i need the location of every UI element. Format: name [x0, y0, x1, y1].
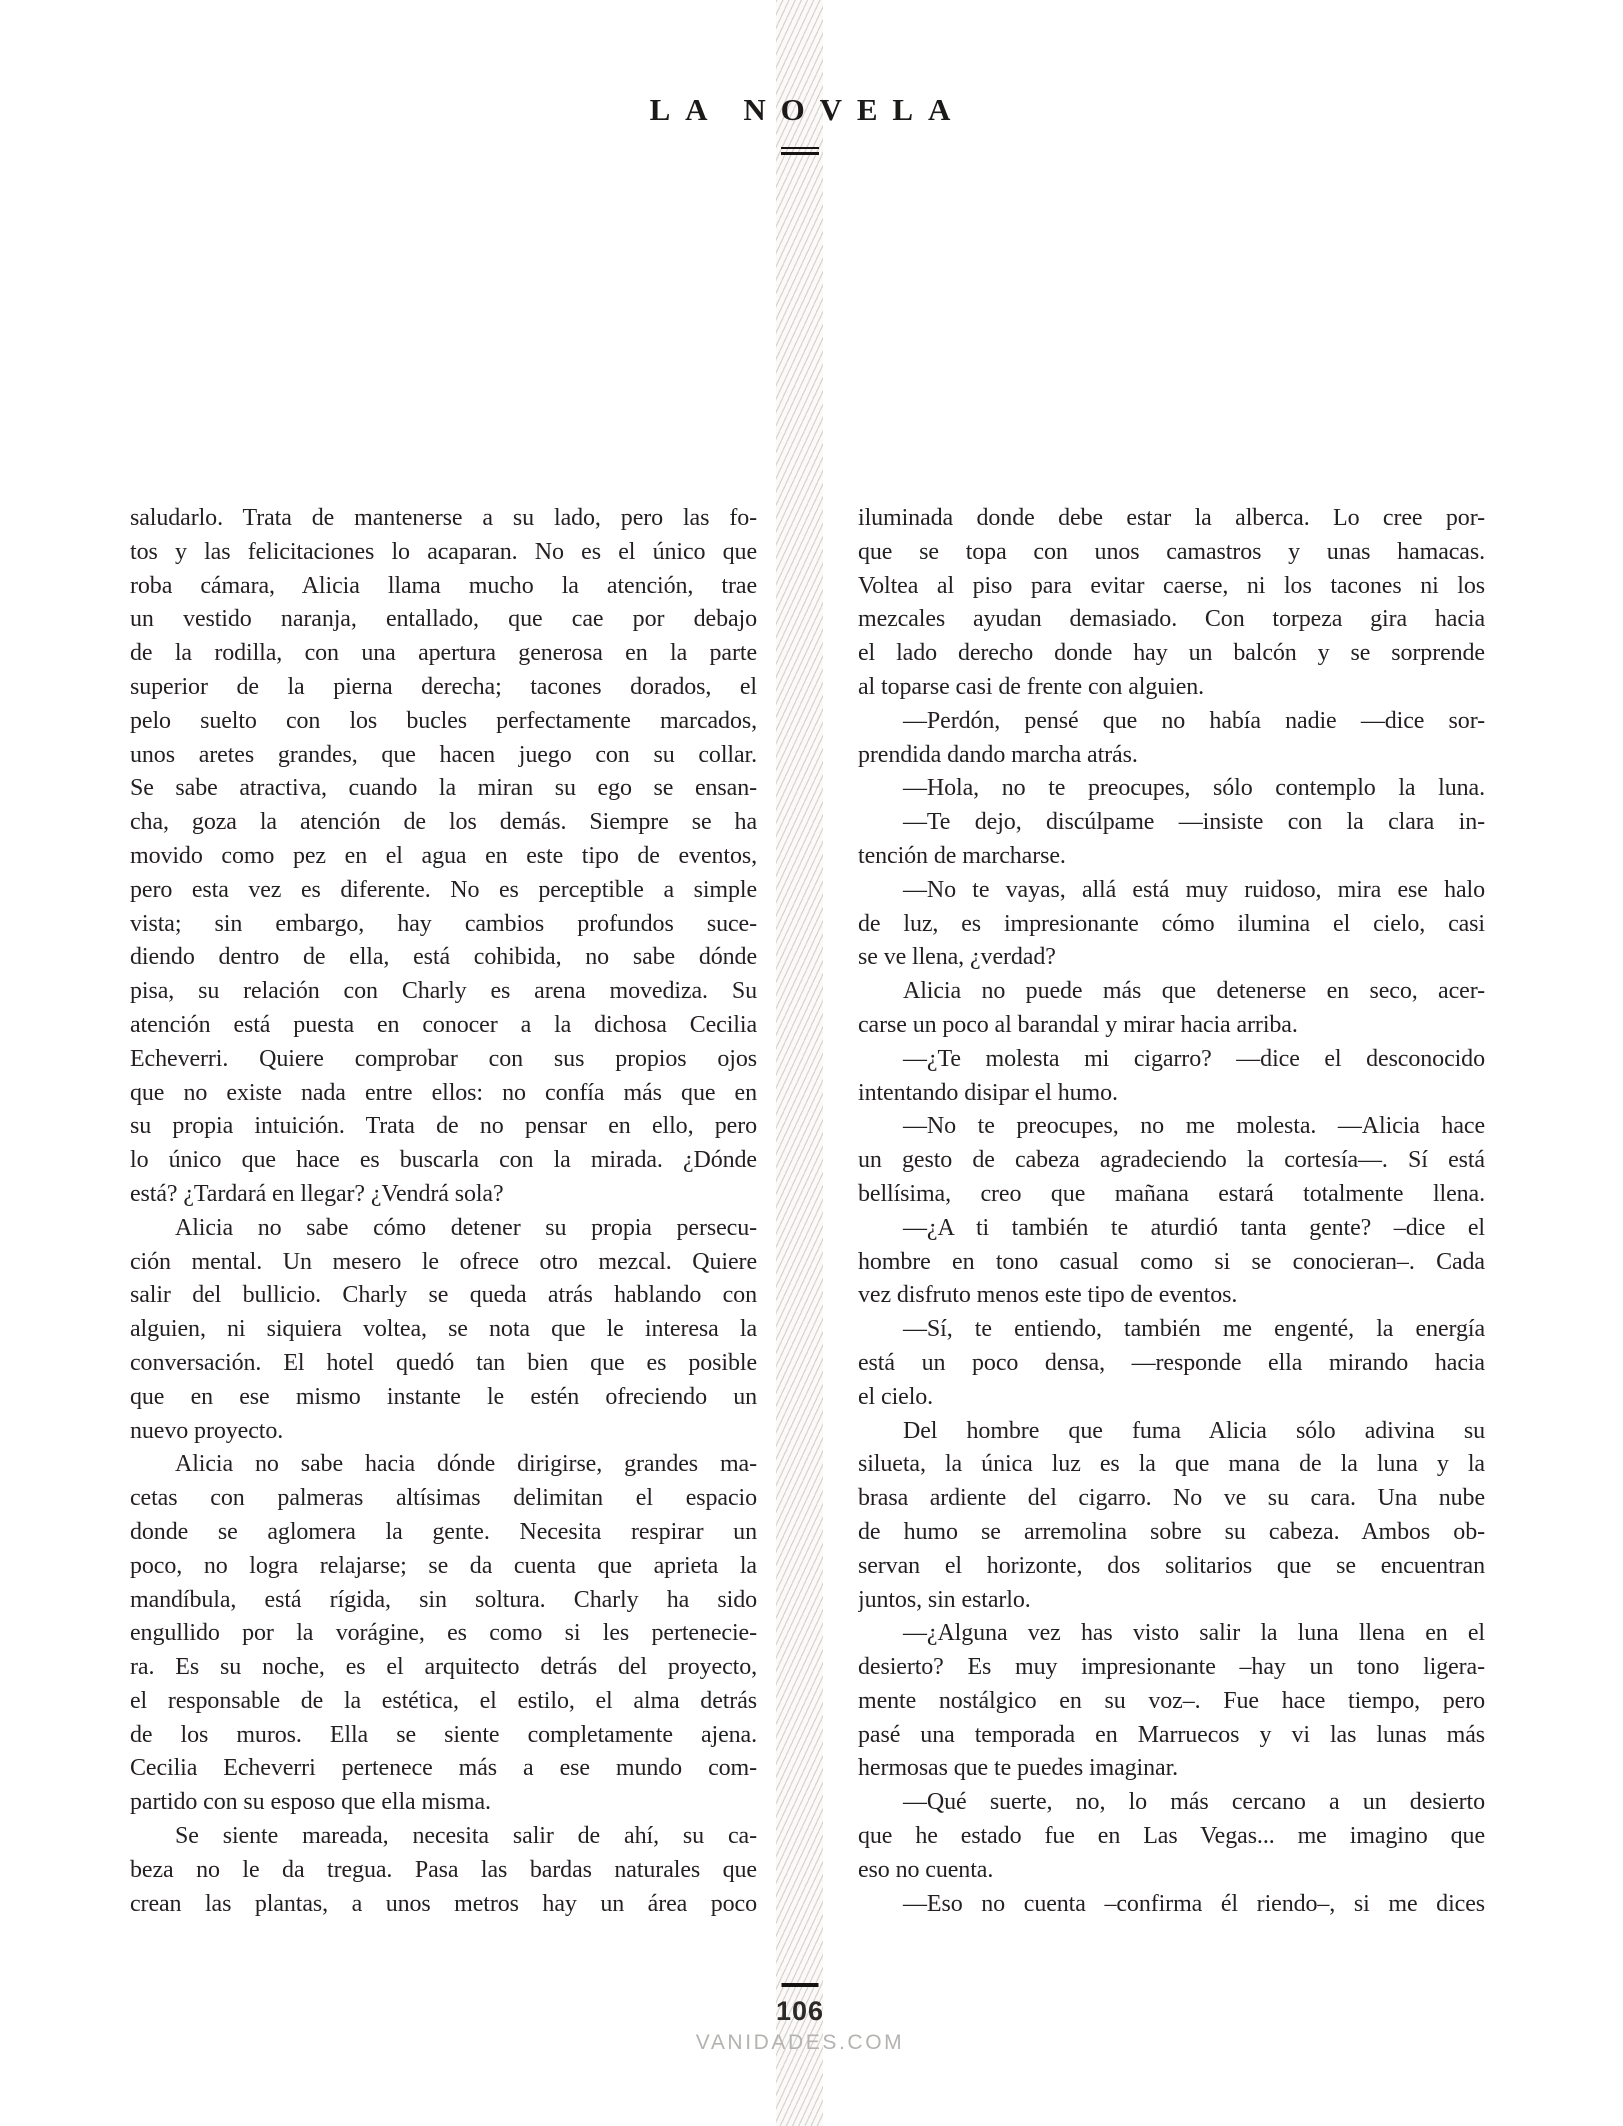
text-line: cha, goza la atención de los demás. Siempre se ha [130, 809, 757, 836]
text-line: —Te dejo, discúlpame —insiste con la clara in- [903, 809, 1485, 836]
text-line: —Sí, te entiendo, también me engenté, la energía [903, 1316, 1485, 1343]
text-line: de la rodilla, con una apertura generosa en la parte [130, 640, 757, 667]
text-line: superior de la pierna derecha; tacones dorados, el [130, 673, 757, 700]
text-line: crean las plantas, a unos metros hay un área poco [130, 1890, 757, 1917]
text-line: Alicia no puede más que detenerse en seco, acer- [903, 978, 1485, 1005]
text-line: pasé una temporada en Marruecos y vi las lunas más [858, 1721, 1485, 1748]
text-line: mente nostálgico en su voz–. Fue hace tiempo, pero [858, 1687, 1485, 1714]
text-line: que se topa con unos camastros y unas hamacas. [858, 538, 1485, 565]
text-line: —¿Te molesta mi cigarro? —dice el desconocido [903, 1045, 1485, 1072]
text-line: —¿A ti también te aturdió tanta gente? –dice el [903, 1214, 1485, 1241]
text-line: Se sabe atractiva, cuando la miran su ego se ensan- [130, 775, 757, 802]
text-line: Cecilia Echeverri pertenece más a ese mundo com- [130, 1755, 757, 1782]
text-line: —No te preocupes, no me molesta. —Alicia hace [903, 1113, 1485, 1140]
text-line: Echeverri. Quiere comprobar con sus propios ojos [130, 1045, 757, 1072]
text-line: carse un poco al barandal y mirar hacia arriba. [858, 1011, 1298, 1038]
text-line: Voltea al piso para evitar caerse, ni los tacones ni los [858, 572, 1485, 599]
text-line: beza no le da tregua. Pasa las bardas naturales que [130, 1856, 757, 1883]
text-line: de los muros. Ella se siente completamente ajena. [130, 1721, 757, 1748]
text-line: alguien, ni siquiera voltea, se nota que le interesa la [130, 1316, 757, 1343]
text-line: Alicia no sabe cómo detener su propia persecu- [175, 1214, 757, 1241]
footer-rule [782, 1983, 819, 1987]
text-line: se ve llena, ¿verdad? [858, 944, 1056, 971]
text-line: el cielo. [858, 1383, 934, 1410]
text-line: poco, no logra relajarse; se da cuenta que aprieta la [130, 1552, 757, 1579]
text-line: tos y las felicitaciones lo acaparan. No es el único que [130, 538, 757, 565]
text-line: roba cámara, Alicia llama mucho la atención, trae [130, 572, 757, 599]
text-line: juntos, sin estarlo. [858, 1586, 1031, 1613]
title-divider [781, 147, 819, 155]
decor-stripe-band [776, 0, 823, 2126]
website-label: VANIDADES.COM [695, 2031, 905, 2054]
text-line: saludarlo. Trata de mantenerse a su lado, pero las fo- [130, 505, 757, 531]
text-line: —¿Alguna vez has visto salir la luna llena en el [903, 1620, 1485, 1647]
text-line: engullido por la vorágine, es como si les pertenecie- [130, 1620, 757, 1647]
text-line: ción mental. Un mesero le ofrece otro mezcal. Quiere [130, 1248, 757, 1275]
text-line: eso no cuenta. [858, 1856, 994, 1883]
text-line: el lado derecho donde hay un balcón y se sorprende [858, 640, 1485, 667]
text-line: prendida dando marcha atrás. [858, 741, 1138, 768]
page-title: LA NOVELA [649, 92, 966, 127]
text-line: partido con su esposo que ella misma. [130, 1789, 491, 1816]
text-line: —No te vayas, allá está muy ruidoso, mira ese halo [903, 876, 1485, 903]
text-line: pisa, su relación con Charly es arena movediza. Su [130, 978, 757, 1005]
text-line: iluminada donde debe estar la alberca. Lo cree por- [858, 505, 1485, 531]
text-line: Alicia no sabe hacia dónde dirigirse, grandes ma- [175, 1451, 757, 1478]
text-line: está un poco densa, —responde ella mirando hacia [858, 1349, 1485, 1376]
text-line: de humo se arremolina sobre su cabeza. Ambos ob- [858, 1518, 1485, 1545]
text-line: pero esta vez es diferente. No es perceptible a simple [130, 876, 757, 903]
text-line: está? ¿Tardará en llegar? ¿Vendrá sola? [130, 1180, 504, 1207]
text-line: hermosas que te puedes imaginar. [858, 1755, 1179, 1782]
text-line: de luz, es impresionante cómo ilumina el cielo, casi [858, 910, 1485, 937]
right-text-column [858, 502, 1485, 1921]
text-line: que no existe nada entre ellos: no confía más que en [130, 1079, 757, 1106]
text-line: que en ese mismo instante le estén ofreciendo un [130, 1383, 757, 1410]
text-line: —Eso no cuenta –confirma él riendo–, si me dices [903, 1890, 1485, 1917]
text-line: pelo suelto con los bucles perfectamente marcados, [130, 707, 757, 734]
text-line: el responsable de la estética, el estilo, el alma detrás [130, 1687, 757, 1714]
text-line: salir del bullicio. Charly se queda atrás hablando con [130, 1282, 757, 1309]
text-line: donde se aglomera la gente. Necesita respirar un [130, 1518, 757, 1545]
text-line: lo único que hace es buscarla con la mirada. ¿Dónde [130, 1147, 757, 1174]
text-line: silueta, la única luz es la que mana de la luna y la [858, 1451, 1485, 1478]
text-line: mezcales ayudan demasiado. Con torpeza gira hacia [858, 606, 1485, 633]
page-number: 106 [775, 1996, 825, 2026]
text-line: vista; sin embargo, hay cambios profundos suce- [130, 910, 757, 937]
text-line: servan el horizonte, dos solitarios que se encuentran [858, 1552, 1485, 1579]
text-line: un vestido naranja, entallado, que cae por debajo [130, 606, 757, 633]
text-line: nuevo proyecto. [130, 1417, 284, 1444]
text-line: —Hola, no te preocupes, sólo contemplo la luna. [903, 775, 1485, 802]
left-text-column [130, 502, 757, 1921]
text-line: conversación. El hotel quedó tan bien que es posible [130, 1349, 757, 1376]
text-line: brasa ardiente del cigarro. No ve su cara. Una nube [858, 1485, 1485, 1512]
text-line: al toparse casi de frente con alguien. [858, 673, 1205, 700]
text-line: atención está puesta en conocer a la dichosa Cecilia [130, 1011, 757, 1038]
text-line: bellísima, creo que mañana estará totalmente llena. [858, 1180, 1485, 1207]
text-line: —Qué suerte, no, lo más cercano a un desierto [903, 1789, 1485, 1816]
text-line: —Perdón, pensé que no había nadie —dice sor- [903, 707, 1485, 734]
text-line: diendo dentro de ella, está cohibida, no sabe dónde [130, 944, 757, 971]
text-line: desierto? Es muy impresionante –hay un tono ligera- [858, 1654, 1485, 1681]
text-line: que he estado fue en Las Vegas... me imagino que [858, 1823, 1485, 1850]
text-line: intentando disipar el humo. [858, 1079, 1118, 1106]
text-line: movido como pez en el agua en este tipo de eventos, [130, 842, 757, 869]
text-line: ra. Es su noche, es el arquitecto detrás del proyecto, [130, 1654, 757, 1681]
text-line: Del hombre que fuma Alicia sólo adivina su [903, 1417, 1485, 1444]
text-line: su propia intuición. Trata de no pensar en ello, pero [130, 1113, 757, 1140]
text-line: Se siente mareada, necesita salir de ahí, su ca- [175, 1823, 757, 1850]
text-line: hombre en tono casual como si se conocieran–. Cada [858, 1248, 1485, 1275]
text-line: un gesto de cabeza agradeciendo la cortesía—. Sí está [858, 1147, 1485, 1174]
text-line: unos aretes grandes, que hacen juego con su collar. [130, 741, 757, 768]
text-line: tención de marcharse. [858, 842, 1066, 869]
text-line: vez disfruto menos este tipo de eventos. [858, 1282, 1238, 1309]
text-line: cetas con palmeras altísimas delimitan el espacio [130, 1485, 757, 1512]
text-line: mandíbula, está rígida, sin soltura. Charly ha sido [130, 1586, 757, 1613]
